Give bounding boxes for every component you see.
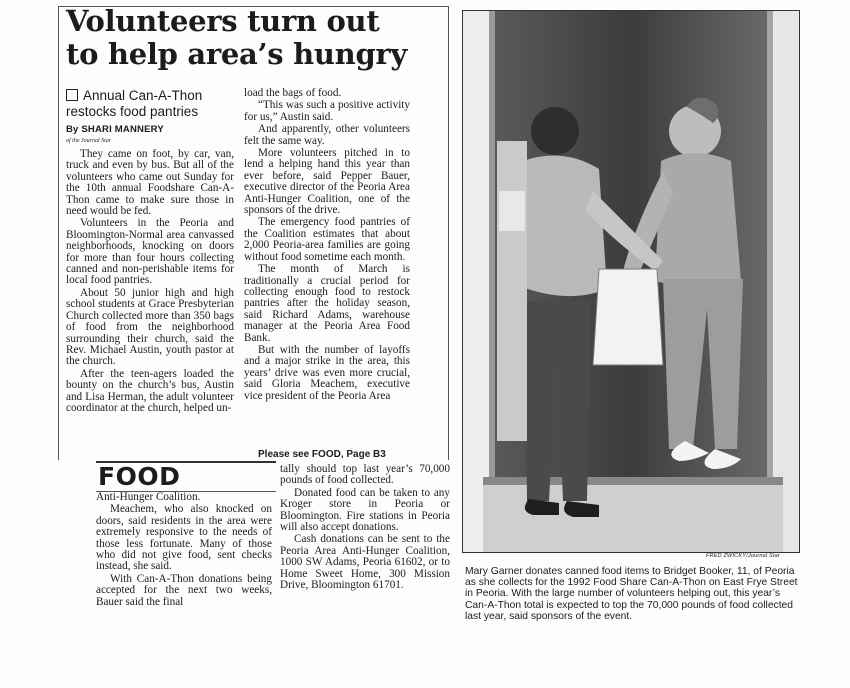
paragraph: Donated food can be taken to any Kroger store in Peoria or Bloomington. Fire stations in Peoria will also accept donations. [280,486,450,534]
paragraph: But with the number of layoffs and a major strike in the area, this years’ drive was even more crucial, said Gloria Meachem, executive vice president of the Peoria Area [244,343,410,402]
photo-caption: Mary Garner donates canned food items to Bridget Booker, 11, of Peoria as she collects for the 1992 Food Share Can-A-Thon on East Frye Street in Peoria. With the large number of volunteers helping out, this year’s Can-A-Thon total is expected to top the 70,000 pounds of food collected last year, said sponsors of the event. [465,566,798,622]
paragraph: Volunteers in the Peoria and Bloomington-Normal area canvassed neighborhoods, knocking on doors for more than four hours collecting canned and non-perishable items for local food pantries. [66,217,234,287]
byline: By SHARI MANNERY [66,124,164,135]
headline [66,5,446,71]
paragraph: Meachem, who also knocked on doors, said residents in the area were extremely responsive to the needs of those less fortunate. Many of those who did not give food, sent checks instead, she said. [96,503,272,573]
paragraph: “This was such a positive activity for us,” Austin said. [244,99,410,123]
continued-column-1 [96,492,272,622]
paragraph: About 50 junior high and high school students at Grace Presbyterian Church collected more than 350 bags of food from the neighborhood surrounding their church, said the Rev. Michael Austin, youth pastor at the church. [66,286,234,368]
continued-column-2 [280,464,450,619]
continued-headline: FOOD [96,461,276,492]
paragraph: load the bags of food. [244,87,342,99]
photo-credit: FRED ZWICKY/Journal Star [706,553,780,559]
paragraph: And apparently, other volunteers felt the same way. [244,123,410,147]
paragraph: Anti-Hunger Coalition. [96,491,201,503]
paragraph: The month of March is traditionally a crucial period for collecting enough food to restock pantries after the holiday season, said Richard Adams, warehouse manager at the Peoria Area Food Bank. [244,263,410,344]
paragraph: The emergency food pantries of the Coalition estimates that about 2,000 Peoria-area families are going without food sometime each month. [244,216,410,263]
byline-credit: of the Journal Star [66,138,112,144]
article-column-2 [244,88,410,448]
paragraph: With Can-A-Thon donations being accepted for the next two weeks, Bauer said the final [96,572,272,608]
box-bullet-icon [66,89,78,101]
paragraph: After the teen-agers loaded the bounty on the church’s bus, Austin and Lisa Herman, the adult volunteer coordinator at the church, helped un- [66,367,234,414]
paragraph: tally should top last year’s 70,000 pounds of food collected. [280,463,450,487]
headline-line-2: to help area’s hungry [66,37,407,71]
headline-line-1: Volunteers turn out [66,4,380,38]
news-photo [462,10,800,553]
article-column-1 [66,149,234,449]
paragraph: They came on foot, by car, van, truck and even by bus. But all of the volunteers who came out Sunday for the 10th annual Foodshare Can-A-Thon came to make sure those in need would be fed. [66,148,234,218]
paragraph: Cash donations can be sent to the Peoria Area Anti-Hunger Coalition, 1000 SW Adams, Peoria 61602, or to Home Sweet Home, 300 Mission Drive, Bloomington 61701. [280,533,450,592]
jump-line: Please see FOOD, Page B3 [258,449,386,460]
photo-image [463,11,799,552]
subhead [66,88,236,120]
subhead-text: Annual Can-A-Thon restocks food pantries [66,88,203,119]
paragraph: More volunteers pitched in to lend a helping hand this year than ever before, said Pepper Bauer, executive director of the Peoria Area Anti-Hunger Coalition, one of the sponsors of the drive. [244,147,410,217]
